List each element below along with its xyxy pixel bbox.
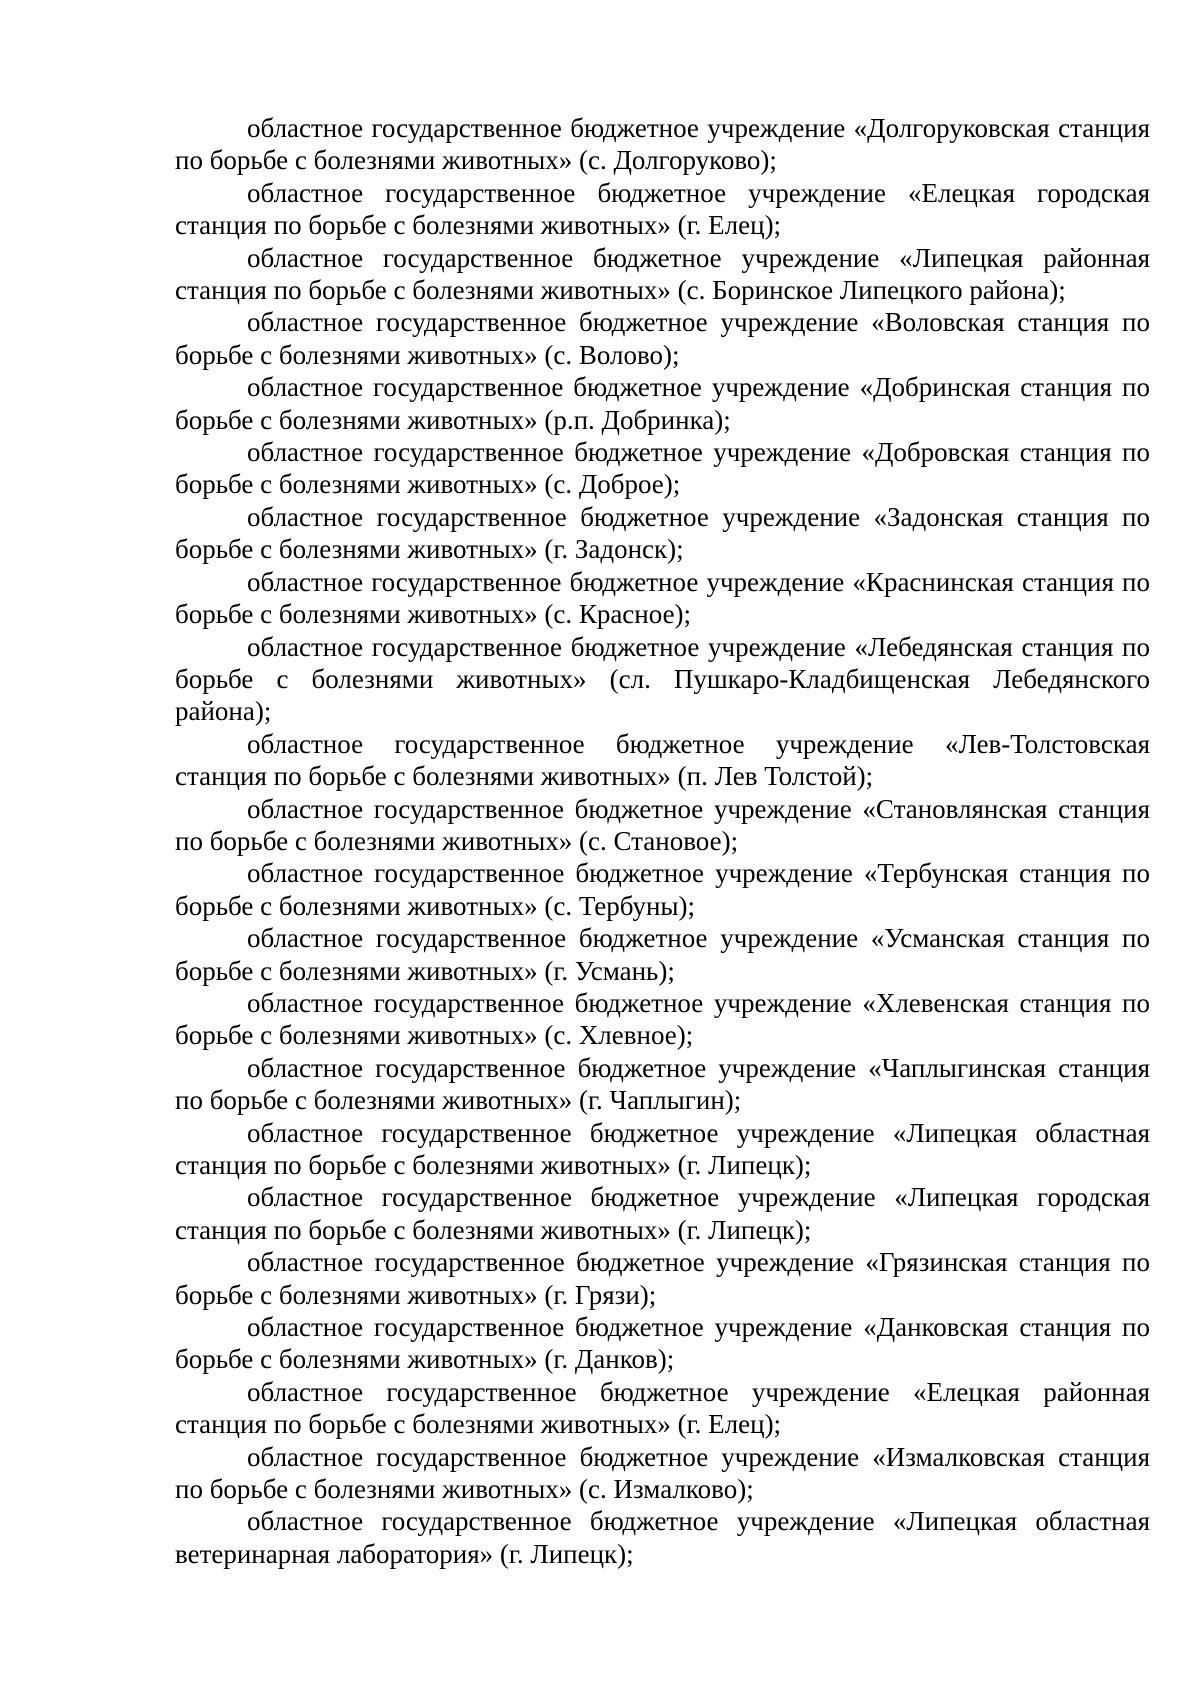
list-item: областное государственное бюджетное учреждение «Добровская станция по борьбе с болезнями животных» (с. Доброе); xyxy=(175,437,1150,500)
document-page xyxy=(175,112,1150,1570)
list-item: областное государственное бюджетное учреждение «Хлевенская станция по борьбе с болезнями животных» (с. Хлевное); xyxy=(175,987,1150,1051)
list-item: областное государственное бюджетное учреждение «Липецкая районная станция по борьбе с болезнями животных» (с. Боринское Липецкого района); xyxy=(175,242,1150,306)
list-item: областное государственное бюджетное учреждение «Тербунская станция по борьбе с болезнями животных» (с. Тербуны); xyxy=(175,858,1150,921)
list-item: областное государственное бюджетное учреждение «Липецкая областная станция по борьбе с болезнями животных» (г. Липецк); xyxy=(175,1117,1150,1180)
list-item: областное государственное бюджетное учреждение «Грязинская станция по борьбе с болезнями животных» (г. Грязи); xyxy=(175,1247,1150,1310)
list-item: областное государственное бюджетное учреждение «Елецкая районная станция по борьбе с болезнями животных» (г. Елец); xyxy=(175,1376,1150,1440)
list-item: областное государственное бюджетное учреждение «Липецкая областная ветеринарная лаборатория» (г. Липецк); xyxy=(175,1506,1150,1569)
list-item: областное государственное бюджетное учреждение «Чаплыгинская станция по борьбе с болезнями животных» (г. Чаплыгин); xyxy=(175,1052,1150,1116)
list-item: областное государственное бюджетное учреждение «Усманская станция по борьбе с болезнями животных» (г. Усмань); xyxy=(175,923,1150,986)
list-item: областное государственное бюджетное учреждение «Долгоруковская станция по борьбе с болезнями животных» (с. Долгоруково); xyxy=(175,113,1150,176)
list-item: областное государственное бюджетное учреждение «Задонская станция по борьбе с болезнями животных» (г. Задонск); xyxy=(175,501,1150,565)
list-item: областное государственное бюджетное учреждение «Измалковская станция по борьбе с болезнями животных» (с. Измалково); xyxy=(175,1441,1150,1505)
list-item: областное государственное бюджетное учреждение «Лебедянская станция по борьбе с болезнями животных» (сл. Пушкаро-Кладбищенская Лебедянского района); xyxy=(175,631,1150,727)
list-item: областное государственное бюджетное учреждение «Краснинская станция по борьбе с болезнями животных» (с. Красное); xyxy=(175,566,1150,630)
list-item: областное государственное бюджетное учреждение «Становлянская станция по борьбе с болезнями животных» (с. Становое); xyxy=(175,793,1150,856)
list-item: областное государственное бюджетное учреждение «Липецкая городская станция по борьбе с болезнями животных» (г. Липецк); xyxy=(175,1182,1150,1245)
list-item: областное государственное бюджетное учреждение «Елецкая городская станция по борьбе с болезнями животных» (г. Елец); xyxy=(175,177,1150,241)
list-item: областное государственное бюджетное учреждение «Воловская станция по борьбе с болезнями животных» (с. Волово); xyxy=(175,307,1150,370)
list-item: областное государственное бюджетное учреждение «Данковская станция по борьбе с болезнями животных» (г. Данков); xyxy=(175,1312,1150,1375)
list-item: областное государственное бюджетное учреждение «Лев-Толстовская станция по борьбе с болезнями животных» (п. Лев Толстой); xyxy=(175,728,1150,792)
list-item: областное государственное бюджетное учреждение «Добринская станция по борьбе с болезнями животных» (р.п. Добринка); xyxy=(175,372,1150,435)
